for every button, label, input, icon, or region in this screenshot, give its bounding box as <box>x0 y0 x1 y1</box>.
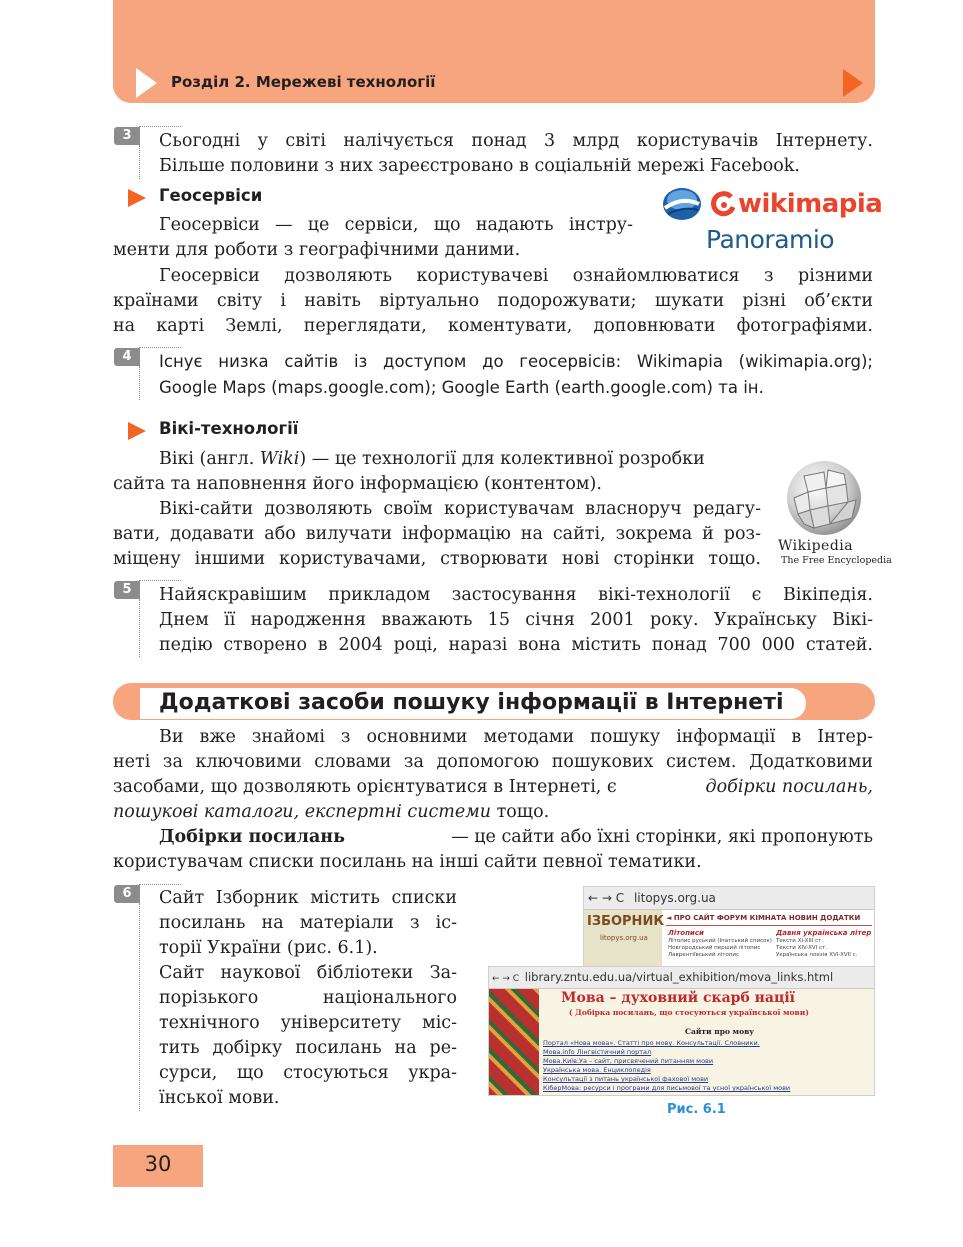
resource-link[interactable]: Портал «Нова мова». Статті про мову. Консультації. Словники. <box>543 1039 760 1047</box>
column-2-item: Тексти XI-XIII ст. <box>776 938 824 944</box>
section-p1-line-3-text: засобами, що дозволяють орієнтуватися в Інтернеті, є <box>113 777 617 797</box>
list-heading: Сайти про мову <box>685 1027 755 1036</box>
section-p2-line-1-text: — це сайти або їхні сторінки, які пропонують <box>445 827 873 847</box>
note-5-line-3: педію створено в 2004 році, наразі вона містить понад 700 000 статей. <box>159 635 873 655</box>
screenshot-zntu-library <box>488 966 875 1096</box>
note-4-line-2: Google Maps (maps.google.com); Google Earth (earth.google.com) та ін. <box>159 378 764 397</box>
wikimapia-logo-text: wikimapia <box>738 189 883 219</box>
note-6-line: посилань на матеріали з іс- <box>159 913 457 933</box>
note-6-line: сурси, що стосуються укра- <box>159 1063 457 1083</box>
wiki-term: Wiki <box>259 449 300 469</box>
column-1-title: Літописи <box>668 929 704 937</box>
section-p2-term: Добірки посилань <box>159 827 345 847</box>
section-p1-line-2: неті за ключовими словами за допомогою пошукових систем. Додатковими <box>113 752 873 772</box>
resource-link[interactable]: Мова.Київ.Уа – сайт, присвячений питанням мови <box>543 1057 714 1065</box>
subheading-geoservices: Геосервіси <box>159 186 263 205</box>
wiki-p1-text-a: Вікі (англ. <box>159 449 260 469</box>
resource-link[interactable]: Консультації з питань української фахової мови <box>543 1075 709 1083</box>
note-number: 6 <box>114 885 140 903</box>
note-divider <box>139 347 181 348</box>
subheading-arrow-icon <box>128 189 146 207</box>
note-rule <box>139 366 140 400</box>
wikipedia-globe-logo <box>784 458 864 538</box>
google-earth-logo <box>662 186 702 222</box>
note-6-line: Сайт наукової бібліотеки За- <box>159 963 457 983</box>
column-2-item: Тексти XIV-XVI ст. <box>776 945 828 951</box>
note-6-line: технічного університету міс- <box>159 1013 457 1033</box>
note-5-line-2: Днем її народження вважають 15 січня 2001 року. Українську Вікі- <box>159 610 873 630</box>
page-heading: Мова – духовний скарб нації <box>561 990 795 1006</box>
column-1-item: Новгородський перший літопис <box>668 945 761 951</box>
page-subheading: ( Добірка посилань, що стосуються української мови) <box>569 1008 809 1017</box>
note-rule <box>139 903 140 1111</box>
section-title: Додаткові засоби пошуку інформації в Інтернеті <box>159 690 784 715</box>
header-arrow-icon <box>136 68 157 98</box>
column-2-title: Давня українська літер <box>776 929 872 937</box>
resource-link[interactable]: Українська мова. Енциклопедія <box>543 1066 651 1074</box>
embroidery-ornament <box>489 989 539 1095</box>
browser-nav-icons: ← → C <box>492 974 520 984</box>
note-6-text <box>159 886 457 1111</box>
menu-underline <box>666 925 872 926</box>
note-divider <box>139 884 181 885</box>
section-p1-line-3 <box>113 775 873 800</box>
resource-link[interactable]: Мова.info Лінгвістичний портал <box>543 1048 652 1056</box>
wiki-p2-line-1: Вікі-сайти дозволяють своїм користувачам власноруч редагу- <box>159 499 761 519</box>
browser-url: litopys.org.ua <box>633 891 716 905</box>
site-name: ІЗБОРНИК <box>587 914 664 929</box>
geo-p1-line-1: Геосервіси — це сервіси, що надають інстру- <box>159 215 633 235</box>
browser-url: library.zntu.edu.ua/virtual_exhibition/mova_links.html <box>524 970 834 984</box>
page-number: 30 <box>144 1152 172 1176</box>
section-p1-line-4-text: тощо. <box>491 802 550 822</box>
note-3-line-1: Сьогодні у світі налічується понад 3 млрд користувачів Інтернету. <box>159 131 873 151</box>
wiki-p2-line-2: вати, додавати або вилучати інформацію на сайті, зокрема й роз- <box>113 524 761 544</box>
wiki-p1-line-2: сайта та наповнення його інформацією (контентом). <box>113 474 602 494</box>
browser-address-bar <box>584 887 874 910</box>
note-6-line: торії України (рис. 6.1). <box>159 938 378 958</box>
section-p1-line-4-terms: пошукові каталоги, експертні системи <box>113 802 492 822</box>
note-3-line-2: Більше половини з них зареєстровано в соціальній мережі Facebook. <box>159 156 800 176</box>
column-1-item: Лаврентіївський літопис <box>668 952 740 958</box>
note-divider <box>139 126 181 127</box>
section-p1-line-4 <box>113 800 549 825</box>
note-rule <box>139 599 140 657</box>
section-p1-line-3-term: добірки посилань, <box>705 777 873 797</box>
note-6-line: Сайт Ізборник містить списки <box>159 888 457 908</box>
note-rule <box>139 145 140 179</box>
note-6-line: порізького національного <box>159 988 457 1008</box>
note-5-line-1: Найяскравішим прикладом застосування вікі-технології є Вікіпедія. <box>159 585 873 605</box>
subheading-wiki: Вікі-технології <box>159 419 299 438</box>
section-p1-line-1: Ви вже знайомі з основними методами пошуку інформації в Інтер- <box>159 727 873 747</box>
wikimapia-icon <box>710 191 736 217</box>
section-p2-line-2: користувачам списки посилань на інші сайти певної тематики. <box>113 852 702 872</box>
note-6-line: тить добірку посилань на ре- <box>159 1038 457 1058</box>
chapter-title: Розділ 2. Мережеві технології <box>171 73 436 91</box>
section-p2-line-1 <box>159 825 873 850</box>
note-number: 5 <box>114 581 140 599</box>
wiki-p1-line-1 <box>159 447 761 472</box>
geo-p1-line-2: менти для роботи з географічними даними. <box>113 240 521 260</box>
geo-p2-line-3: на карті Землі, переглядати, коментувати, доповнювати фотографіями. <box>113 316 873 336</box>
column-2-item: Українська поезія XVI-XVII с. <box>776 952 858 958</box>
note-4-line-1: Існує низка сайтів із доступом до геосервісів: Wikimapia (wikimapia.org); <box>159 352 873 371</box>
wikipedia-logo-title: Wikipedia <box>778 538 854 554</box>
next-arrow-icon <box>843 69 863 97</box>
geo-p2-line-1: Геосервіси дозволяють користувачеві ознайомлюватися з різними <box>159 266 873 286</box>
subheading-arrow-icon <box>128 422 146 440</box>
browser-address-bar <box>489 967 874 989</box>
resource-link[interactable]: КіберМова: ресурси і програми для письмової та усної української мови <box>543 1084 791 1092</box>
site-subtitle: litopys.org.ua <box>600 934 648 942</box>
column-1-item: Літопис руський (Іпатський список) <box>668 938 772 944</box>
wiki-p2-line-3: міщену іншими користувачами, створювати нові сторінки тощо. <box>113 549 761 569</box>
note-number: 3 <box>114 127 140 145</box>
wiki-p1-text-b: ) — це технології для колективної розробки <box>299 449 705 469</box>
note-number: 4 <box>114 348 140 366</box>
geo-p2-line-2: країнами світу і навіть віртуально подорожувати; шукати різні об’єкти <box>113 291 873 311</box>
note-divider <box>139 580 181 581</box>
browser-nav-icons: ← → C <box>588 891 625 905</box>
note-6-line: їнської мови. <box>159 1088 280 1108</box>
wikipedia-logo-subtitle: The Free Encyclopedia <box>781 555 892 566</box>
figure-caption: Рис. 6.1 <box>667 1102 726 1117</box>
panoramio-logo-text: Panoramio <box>706 225 835 254</box>
site-menu: ◄ ПРО САЙТ ФОРУМ КІМНАТА НОВИН ДОДАТКИ <box>666 914 861 922</box>
